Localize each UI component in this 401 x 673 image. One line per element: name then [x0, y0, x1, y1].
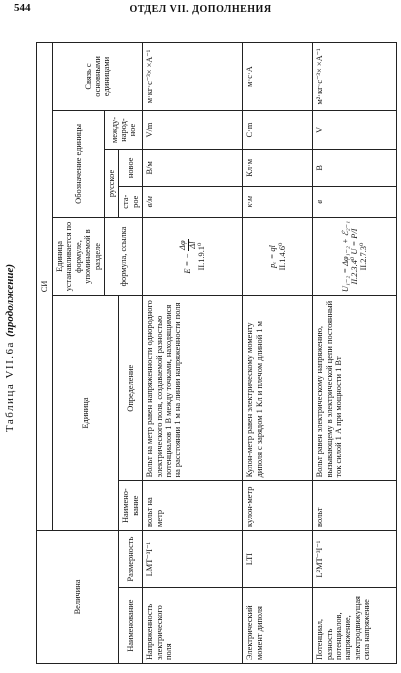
- formula-numerator: Δφ: [178, 240, 188, 250]
- formula-cell: [313, 217, 397, 295]
- header-formula-ref: формула, ссылка: [105, 217, 143, 295]
- formula-ref: II.1.4.6⁰: [277, 242, 287, 271]
- relation: м·с·А: [243, 43, 313, 111]
- quantity-name: Напряженность электрического поля: [143, 588, 243, 664]
- header-unit-eq: Единица устанавливается по формуле, упоминаемой в разделе: [53, 217, 105, 295]
- formula-lhs: E = −: [182, 253, 192, 274]
- designation-old: в: [313, 186, 397, 217]
- table-caption-note: (продолжение): [4, 263, 16, 337]
- designation-new: В/м: [143, 150, 243, 187]
- header-designation: Обозначение единицы: [53, 110, 105, 217]
- header-name: Наименование: [119, 588, 143, 664]
- page-number: 544: [14, 2, 31, 14]
- formula-ref: II.2.7.3⁰: [359, 242, 369, 271]
- quantity-name: Потенциал, разность потенциалов, напряжение, электродвижущая сила напряжение: [313, 588, 397, 664]
- header-unit: Единица: [53, 296, 119, 531]
- formula-cell: [243, 217, 313, 295]
- running-head: ОТДЕЛ VII. ДОПОЛНЕНИЯ: [129, 4, 272, 15]
- table-row: [313, 43, 397, 664]
- unit-name: вольт: [313, 481, 397, 531]
- header-unit-name: Наимено-вание: [119, 481, 143, 531]
- designation-old: к·м: [243, 186, 313, 217]
- table-row: [143, 43, 243, 664]
- unit-name: кулон-метр: [243, 481, 313, 531]
- formula-cell: [143, 217, 243, 295]
- dimension: L²MT⁻³I⁻¹: [313, 530, 397, 587]
- header-old: ста-рое: [119, 186, 143, 217]
- formula-lhs: U₁₋₂ = Δφ₁₋₂ + ℰ₂₋₁ II.2.3.4⁰ U = P/I: [340, 220, 360, 293]
- table-caption-title: Таблица VII.6а: [4, 341, 16, 433]
- unit-name: вольт на метр: [143, 481, 243, 531]
- header-definition: Определение: [119, 296, 143, 481]
- formula-fraction: [179, 239, 197, 251]
- relation: м²·кг·с⁻³× ×А⁻¹: [313, 43, 397, 111]
- header-new: новое: [119, 150, 143, 187]
- header-si: СИ: [37, 43, 53, 531]
- formula-denominator: Δl: [187, 241, 197, 249]
- designation-intl: C·m: [243, 110, 313, 149]
- designation-old: в/м: [143, 186, 243, 217]
- header-russian: русское: [105, 150, 119, 218]
- table-caption: [4, 48, 16, 648]
- designation-new: В: [313, 150, 397, 187]
- designation-new: Кл·м: [243, 150, 313, 187]
- units-table: [36, 42, 397, 664]
- dimension: LMT⁻³I⁻¹: [143, 530, 243, 587]
- header-quantity: Величина: [37, 530, 119, 663]
- definition: Вольт равен электрическому напряжению, вызывающему в электрической цепи постоянный ток силой 1 А при мощности 1 Вт: [313, 296, 397, 481]
- units-table-rotated: [36, 42, 392, 664]
- header-international: между-народ-ное: [105, 110, 143, 149]
- dimension: LTI: [243, 530, 313, 587]
- quantity-name: Электрический момент диполя: [243, 588, 313, 664]
- header-dimension: Размерность: [119, 530, 143, 587]
- definition: Кулон-метр равен электрическому моменту диполя с зарядом 1 Кл и плечом длиной 1 м: [243, 296, 313, 481]
- definition: Вольт на метр равен напряженности однородного электрического поля, создаваемой разностью потенциалов 1 В между точками, находящимися на расстоянии 1 м на линии напряженности поля: [143, 296, 243, 481]
- relation: м·кг·с⁻³× ×А⁻¹: [143, 43, 243, 111]
- designation-intl: V: [313, 110, 397, 149]
- designation-intl: V/m: [143, 110, 243, 149]
- formula-ref: II.1.9.1⁰: [196, 242, 206, 271]
- header-relation: Связь с основными единицами: [53, 43, 143, 111]
- formula-lhs: pₑ = ql: [268, 245, 278, 268]
- table-row: [243, 43, 313, 664]
